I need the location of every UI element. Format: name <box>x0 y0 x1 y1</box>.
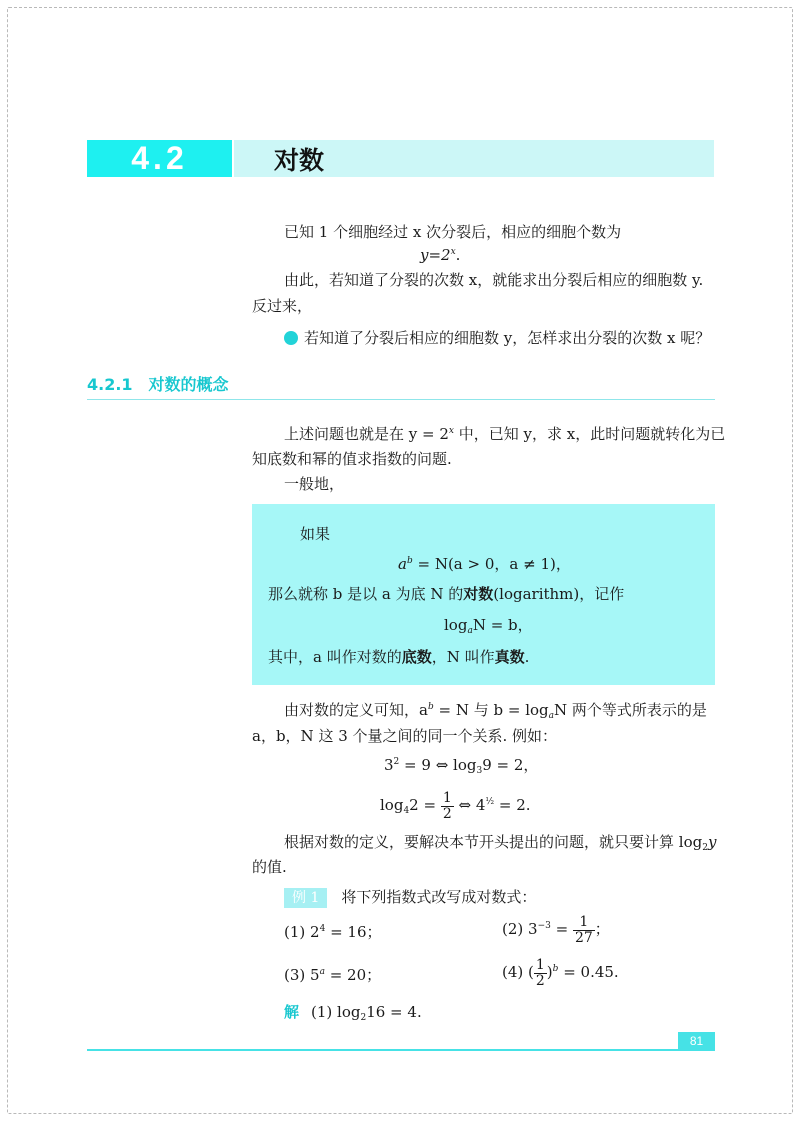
body2-4: 的值. <box>252 858 287 876</box>
footer-rule <box>87 1049 715 1051</box>
item4-b: ) <box>546 963 553 981</box>
item3-b: = 20； <box>324 966 382 984</box>
body1-text-3: 一般地， <box>284 475 345 493</box>
intro-paragraph-2 <box>284 270 703 290</box>
item2-c: ； <box>594 920 610 938</box>
bullet-icon <box>284 331 298 345</box>
def-text-3a: 其中，a 叫作对数的 <box>268 648 402 666</box>
item1-exp: 4 <box>319 924 326 934</box>
formula-base: y=2 <box>420 246 451 264</box>
eq1-exp: 2 <box>393 757 400 767</box>
item3-a: (3) 5 <box>284 966 320 984</box>
example-prompt: 将下列指数式改写成对数式： <box>341 888 537 906</box>
def-f2-log: log <box>444 616 468 634</box>
def-formula-2 <box>444 615 533 635</box>
example-eq-1 <box>384 755 538 775</box>
def-line-2 <box>268 584 624 604</box>
body2-line-3 <box>284 832 716 852</box>
sol-sub: 2 <box>360 1013 367 1023</box>
item4-den: 2 <box>535 972 545 989</box>
item2-num: 1 <box>573 915 595 931</box>
def-line-1 <box>300 524 330 544</box>
item4-exp: b <box>552 964 559 974</box>
example-item-3 <box>284 965 381 985</box>
def-text-3c: . <box>524 648 530 666</box>
example-solution <box>284 1002 422 1022</box>
intro-text-1: 已知 1 个细胞经过 x 次分裂后，相应的细胞个数为 <box>284 223 622 241</box>
question-text: 若知道了分裂后相应的细胞数 y，怎样求出分裂的次数 x 呢？ <box>304 329 711 347</box>
body2-2: a，b，N 这 3 个量之间的同一个关系. 例如： <box>252 727 558 745</box>
def-term-logarithm: 对数 <box>463 585 494 603</box>
def-text-2b: (logarithm)，记作 <box>493 585 625 603</box>
example-item-1 <box>284 922 382 942</box>
body1-text-1b: 中，已知 y，求 x，此时问题就转化为已 <box>453 425 726 443</box>
item2-exp: −3 <box>537 921 551 931</box>
def-f2-sub: a <box>467 626 473 636</box>
formula-exp: x <box>450 247 456 257</box>
def-line-3 <box>268 647 529 667</box>
intro-formula <box>420 245 540 265</box>
def-text-1: 如果 <box>300 525 331 543</box>
def-f2-post: N = b， <box>472 616 533 634</box>
def-f1-base: a <box>398 555 407 573</box>
def-formula-1 <box>398 554 571 574</box>
body1-text-1a: 上述问题也就是在 y = 2 <box>284 425 449 443</box>
item3-exp: a <box>319 967 325 977</box>
section-number-bar <box>87 140 232 177</box>
section-number: 4.2 <box>131 140 188 176</box>
body2-line-2 <box>252 726 557 746</box>
example-item-2 <box>502 912 610 946</box>
intro-question <box>284 328 710 348</box>
eq2-a: log <box>380 796 404 814</box>
intro-paragraph-3 <box>252 296 312 316</box>
section-title-bar <box>234 140 714 177</box>
item4-fraction <box>534 958 547 989</box>
body1-line-3 <box>284 474 344 494</box>
body2-line-1 <box>284 700 707 720</box>
body2-1b: = N 与 b = log <box>433 701 549 719</box>
eq2-exp: ½ <box>485 797 495 807</box>
item4-c: = 0.45. <box>558 963 619 981</box>
body2-line-4 <box>252 857 287 877</box>
page-number: 81 <box>678 1032 715 1050</box>
example-item-4 <box>502 955 619 989</box>
body2-1-exp: b <box>427 702 434 712</box>
example-eq-2 <box>380 788 531 822</box>
eq1-sub: 3 <box>476 766 483 776</box>
body2-3a: 根据对数的定义，要解决本节开头提出的问题，就只要计算 log <box>284 833 703 851</box>
intro-text-3: 反过来， <box>252 297 313 315</box>
eq1-c: 9 = 2， <box>482 756 539 774</box>
formula-end: . <box>455 246 461 264</box>
eq2-c: ⇔ 4 <box>453 796 486 814</box>
body1-text-2: 知底数和幂的值求指数的问题. <box>252 450 452 468</box>
body2-1-sub: a <box>548 711 554 721</box>
body2-1c: N 两个等式所表示的是 <box>554 701 707 719</box>
def-text-3b: ，N 叫作 <box>431 648 495 666</box>
eq1-a: 3 <box>384 756 394 774</box>
def-f1-exp: b <box>406 556 413 566</box>
body2-3-sub: 2 <box>702 843 708 853</box>
eq2-sub: 4 <box>403 806 410 816</box>
solution-label: 解 <box>284 1003 300 1021</box>
section-title: 对数 <box>274 145 325 175</box>
body1-line-2 <box>252 449 452 469</box>
item2-fraction <box>573 915 595 946</box>
eq2-den: 2 <box>442 805 452 822</box>
sol-b: 16 = 4. <box>366 1003 422 1021</box>
body1-exp: x <box>448 426 454 436</box>
def-f1-post: = N(a > 0，a ≠ 1)， <box>412 555 571 573</box>
intro-paragraph-1 <box>284 222 621 242</box>
def-term-antilog: 真数 <box>494 648 525 666</box>
item1-a: (1) 2 <box>284 923 320 941</box>
eq2-b: 2 = <box>409 796 441 814</box>
sol-a: (1) log <box>311 1003 361 1021</box>
body2-1a: 由对数的定义可知，a <box>284 701 428 719</box>
eq2-d: = 2. <box>494 796 531 814</box>
def-text-2a: 那么就称 b 是以 a 为底 N 的 <box>268 585 464 603</box>
body1-line-1 <box>284 424 725 444</box>
eq2-fraction <box>441 791 454 822</box>
def-term-base: 底数 <box>401 648 432 666</box>
eq1-b: = 9 ⇔ log <box>399 756 477 774</box>
body2-3b: y <box>707 833 717 851</box>
intro-text-2: 由此，若知道了分裂的次数 x，就能求出分裂后相应的细胞数 y. <box>284 271 704 289</box>
item4-a: (4) ( <box>502 963 534 981</box>
eq2-num: 1 <box>442 789 452 806</box>
subsection-title: 4.2.1 对数的概念 <box>87 375 229 394</box>
item4-num: 1 <box>535 956 545 973</box>
item2-a: (2) 3 <box>502 920 538 938</box>
example-1-header <box>284 887 536 908</box>
item2-den: 27 <box>574 929 593 946</box>
item1-b: = 16； <box>325 923 382 941</box>
example-badge: 例 1 <box>284 888 327 908</box>
item2-b: = <box>550 920 573 938</box>
subsection-rule <box>87 399 715 400</box>
